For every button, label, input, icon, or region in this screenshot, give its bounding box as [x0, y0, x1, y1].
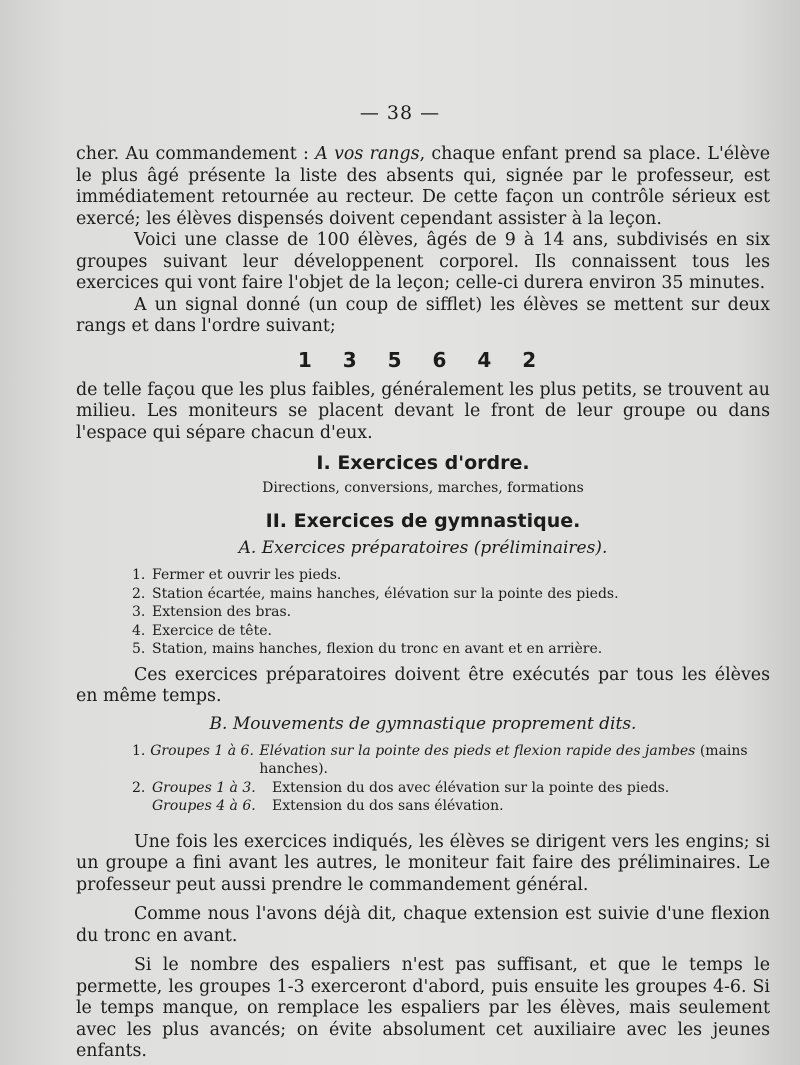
preparatory-exercise-list: [132, 566, 770, 659]
list-item: [132, 585, 770, 604]
section-1-subtitle: Directions, conversions, marches, formations: [262, 480, 584, 496]
list-item-text: Extension du dos sans élévation.: [272, 798, 504, 814]
list-item-number: 2.: [132, 779, 146, 796]
section-2-title: II. Exercices de gymnastique.: [265, 510, 581, 532]
list-item: [132, 566, 770, 585]
list-item-number: 1.: [132, 742, 146, 759]
list-item-number: 1.: [132, 567, 146, 583]
list-item-number: [132, 797, 152, 816]
gymnastic-movement-list: [132, 742, 770, 816]
list-item-text: Station écartée, mains hanches, élévation sur la pointe des pieds.: [152, 585, 619, 602]
subsection-a-title: A. Exercices préparatoires (préliminaires).: [238, 538, 608, 558]
list-item-group: Groupes 1 à 3.: [152, 779, 256, 796]
list-item-text: Station, mains hanches, flexion du tronc en avant et en arrière.: [152, 641, 603, 657]
page-body: [76, 144, 770, 1063]
section-1-title: I. Exercices d'ordre.: [316, 452, 530, 474]
paragraph-5: Ces exercices préparatoires doivent être exécutés par tous les élèves en même temps.: [76, 664, 770, 706]
list-item-number: 3.: [132, 604, 146, 620]
paragraph-1-part-c: , chaque enfant prend sa place. L'élève le plus âgé présente la liste des absents qui, signée par le professeur, est immédiatement retournée au recteur. De cette façon un contrôle sérieux est exercé; les élèves dispensés doivent cependant assister à la leçon.: [76, 144, 770, 229]
list-item-number: 2.: [132, 585, 146, 602]
paragraph-8: Si le nombre des espaliers n'est pas suffisant, et que le temps le permette, les groupes 1-3 exerceront d'abord, puis ensuite les groupes 4-6. Si le temps manque, on remplace les espaliers par les élèves, mais seulement avec les plus avancés; on évite absolument cet auxiliaire avec les jeunes enfants.: [76, 955, 770, 1061]
list-item: [132, 603, 770, 622]
list-item-number: 5.: [132, 641, 146, 657]
paragraph-1-part-a: cher. Au commandement :: [76, 144, 316, 164]
paragraph-6: Une fois les exercices indiqués, les élèves se dirigent vers les engins; si un groupe a fini avant les autres, le moniteur fait faire des préliminaires. Le professeur peut aussi prendre le commandement général.: [76, 831, 770, 895]
list-item: [132, 622, 770, 641]
list-item: [132, 797, 770, 816]
list-item: [132, 779, 770, 798]
group-sequence: 1 3 5 6 4 2: [297, 347, 549, 372]
paragraph-7: Comme nous l'avons déjà dit, chaque extension est suivie d'une flexion du tronc en avant.: [76, 904, 770, 946]
paragraph-1: [76, 144, 770, 230]
list-item-text: Exercice de tête.: [152, 622, 272, 639]
list-item-text: Extension du dos avec élévation sur la pointe des pieds.: [272, 779, 670, 796]
list-item-number: 4.: [132, 622, 146, 639]
paragraph-4: de telle façou que les plus faibles, généralement les plus petits, se trouvent au milieu. Les moniteurs se placent devant le front de leur groupe ou dans l'espace qui sépare chacun d'eux.: [76, 379, 770, 443]
subsection-b-title: B. Mouvements de gymnastique proprement dits.: [209, 713, 637, 734]
list-item: [132, 640, 770, 659]
paragraph-1-emphasis: A vos rangs: [315, 144, 420, 164]
list-item: [132, 742, 770, 779]
list-item-text: Fermer et ouvrir les pieds.: [152, 567, 342, 583]
list-item-text-italic: Elévation sur la pointe des pieds et flexion rapide des jambes: [259, 742, 696, 759]
list-item-group: Groupes 1 à 6.: [150, 742, 254, 759]
page-number: — 38 —: [359, 102, 441, 124]
paragraph-2: Voici une classe de 100 élèves, âgés de 9 à 14 ans, subdivisés en six groupes suivant leur développenent corporel. Ils connaissent tous les exercices qui vont faire l'objet de la leçon; celle-ci durera environ 35 minutes.: [76, 230, 770, 293]
list-item-text: Extension des bras.: [152, 604, 292, 620]
list-item-group: Groupes 4 à 6.: [152, 798, 256, 814]
paragraph-3: A un signal donné (un coup de sifflet) les élèves se mettent sur deux rangs et dans l'ordre suivant;: [76, 294, 770, 336]
list-item-text: (mains hanches).: [259, 742, 748, 777]
